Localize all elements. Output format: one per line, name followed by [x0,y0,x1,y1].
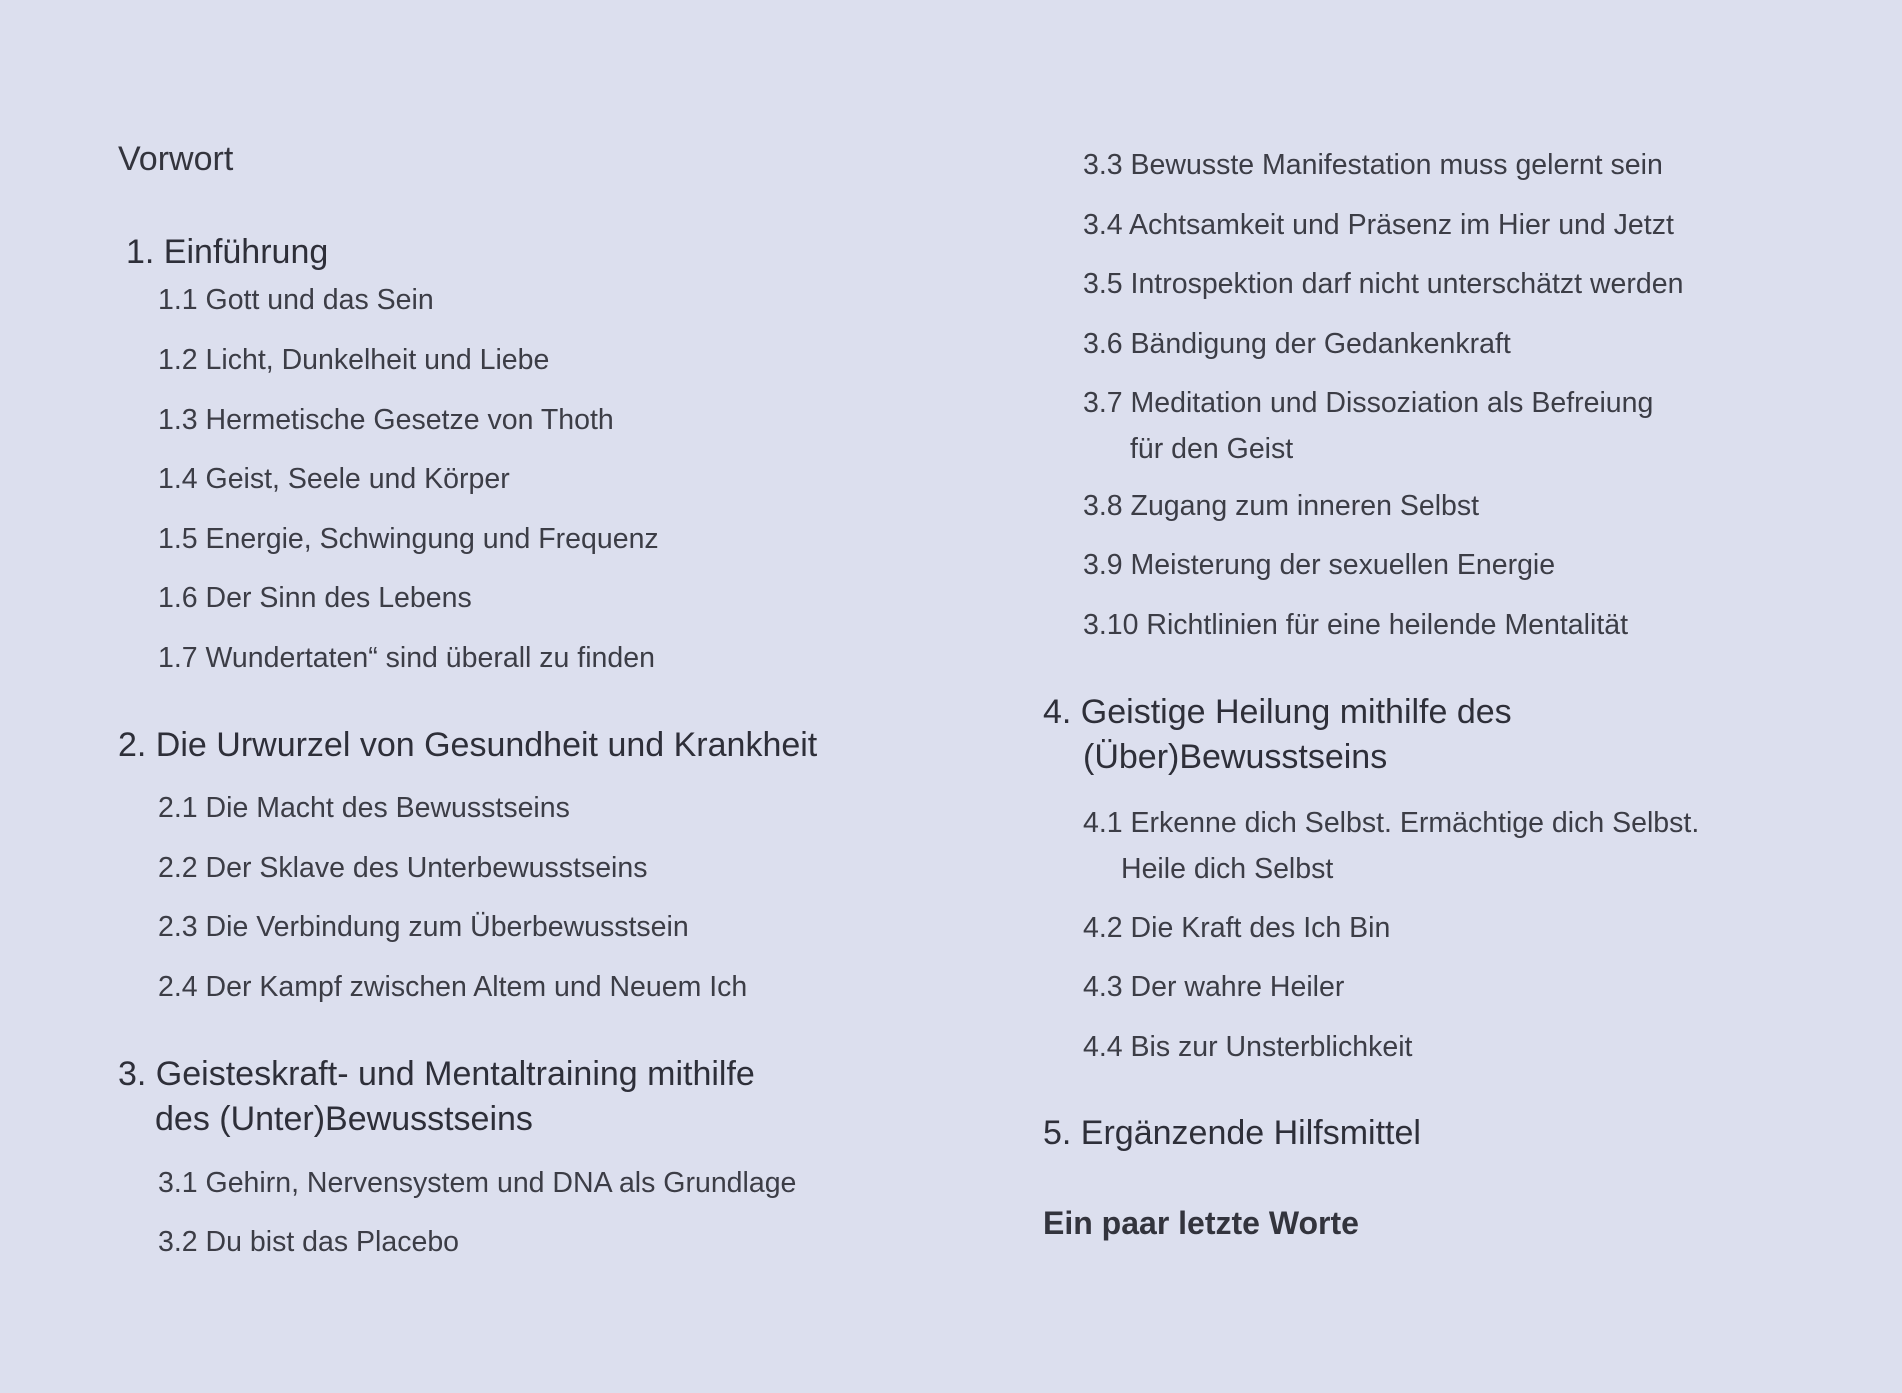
toc-item-1-5[interactable]: 1.5 Energie, Schwingung und Frequenz [158,523,659,555]
toc-item-3-8[interactable]: 3.8 Zugang zum inneren Selbst [1083,490,1480,522]
toc-item-3-4[interactable]: 3.4 Achtsamkeit und Präsenz im Hier und Jetzt [1083,209,1674,241]
toc-preface[interactable]: Vorwort [118,140,234,178]
toc-item-3-6[interactable]: 3.6 Bändigung der Gedankenkraft [1083,328,1511,360]
toc-item-3-10[interactable]: 3.10 Richtlinien für eine heilende Mentalität [1083,609,1629,641]
toc-chapter-4-title[interactable] [1043,690,1512,780]
toc-chapter-3-title[interactable] [118,1052,755,1142]
toc-item-2-2[interactable]: 2.2 Der Sklave des Unterbewusstseins [158,852,648,884]
toc-item-4-1-line1: 4.1 Erkenne dich Selbst. Ermächtige dich Selbst. [1083,807,1700,839]
toc-item-3-3[interactable]: 3.3 Bewusste Manifestation muss gelernt sein [1083,149,1663,181]
toc-item-3-7-line2: für den Geist [1130,433,1294,465]
toc-item-3-7[interactable] [1083,380,1653,472]
toc-chapter-1-title[interactable]: 1. Einführung [126,233,329,271]
toc-item-3-5[interactable]: 3.5 Introspektion darf nicht unterschätzt werden [1083,268,1684,300]
toc-item-3-7-line1: 3.7 Meditation und Dissoziation als Befreiung [1083,387,1654,419]
toc-item-4-3[interactable]: 4.3 Der wahre Heiler [1083,971,1345,1003]
toc-item-3-2[interactable]: 3.2 Du bist das Placebo [158,1226,460,1258]
toc-chapter-2-title[interactable]: 2. Die Urwurzel von Gesundheit und Krankheit [118,726,818,764]
toc-item-2-1[interactable]: 2.1 Die Macht des Bewusstseins [158,792,570,824]
toc-chapter-5-title[interactable]: 5. Ergänzende Hilfsmittel [1043,1114,1421,1152]
toc-item-1-3[interactable]: 1.3 Hermetische Gesetze von Thoth [158,404,614,436]
toc-chapter-3-title-line1: 3. Geisteskraft- und Mentaltraining mithilfe [118,1055,755,1093]
toc-item-4-2[interactable]: 4.2 Die Kraft des Ich Bin [1083,912,1391,944]
toc-chapter-4-title-line2: (Über)Bewusstseins [1083,738,1388,776]
toc-item-2-3[interactable]: 2.3 Die Verbindung zum Überbewusstsein [158,911,689,943]
toc-item-2-4[interactable]: 2.4 Der Kampf zwischen Altem und Neuem Ich [158,971,748,1003]
toc-item-1-2[interactable]: 1.2 Licht, Dunkelheit und Liebe [158,344,550,376]
toc-item-1-4[interactable]: 1.4 Geist, Seele und Körper [158,463,510,495]
toc-closing[interactable]: Ein paar letzte Worte [1043,1205,1359,1241]
toc-item-3-9[interactable]: 3.9 Meisterung der sexuellen Energie [1083,549,1556,581]
toc-item-4-4[interactable]: 4.4 Bis zur Unsterblichkeit [1083,1031,1413,1063]
toc-item-4-1[interactable] [1083,800,1699,892]
toc-item-4-1-line2: Heile dich Selbst [1121,853,1334,885]
toc-item-1-1[interactable]: 1.1 Gott und das Sein [158,284,434,316]
toc-chapter-3-title-line2: des (Unter)Bewusstseins [155,1100,533,1138]
toc-item-1-6[interactable]: 1.6 Der Sinn des Lebens [158,582,472,614]
toc-chapter-4-title-line1: 4. Geistige Heilung mithilfe des [1043,693,1512,731]
toc-item-3-1[interactable]: 3.1 Gehirn, Nervensystem und DNA als Grundlage [158,1167,797,1199]
toc-item-1-7[interactable]: 1.7 Wundertaten“ sind überall zu finden [158,642,655,674]
